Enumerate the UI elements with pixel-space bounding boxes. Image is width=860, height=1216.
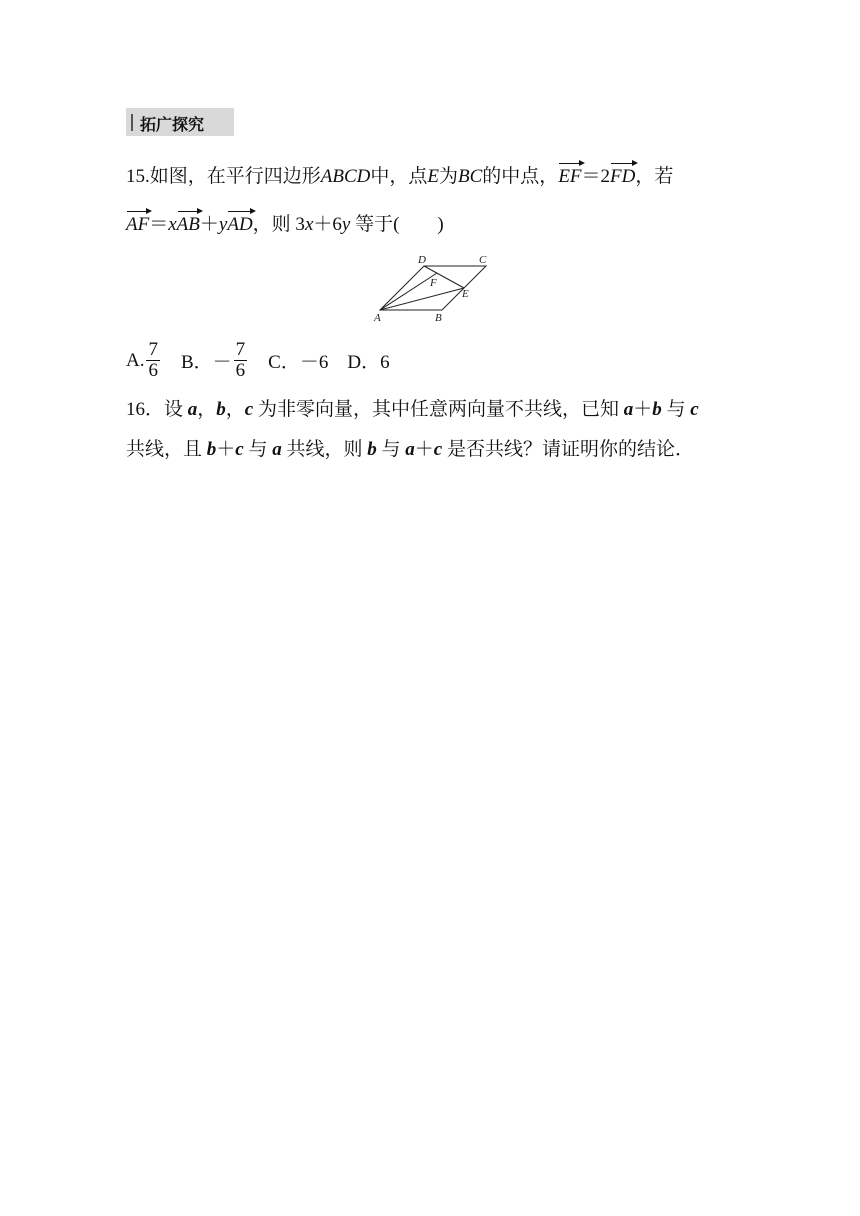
vector-fd: FD [610, 166, 636, 187]
var-x: x [304, 214, 314, 235]
label-a: A [374, 312, 381, 324]
vector-c: c [235, 439, 244, 460]
q15-text: 如图，在平行四边形 [149, 166, 321, 187]
vector-a: a [405, 439, 415, 460]
q15-options [126, 340, 390, 381]
q16-text: 共线，且 [126, 439, 207, 460]
vector-b: b [367, 439, 377, 460]
section-header [126, 108, 234, 136]
fraction-denominator: 6 [148, 360, 158, 381]
vector-af: AF [126, 214, 150, 235]
q16-text: 为非零向量，其中任意两向量不共线，已知 [253, 399, 624, 420]
q15-point-e: E [427, 166, 439, 187]
vector-a: a [272, 439, 282, 460]
vector-a: a [623, 399, 634, 420]
vector-ab: AB [176, 214, 200, 235]
label-d: D [418, 254, 426, 266]
fraction-numerator: 7 [148, 339, 158, 360]
vector-b: b [652, 399, 662, 420]
q15-line-1 [126, 165, 673, 189]
option-c: C．－6 [249, 352, 329, 373]
q15-text: ，则 3 [252, 214, 305, 235]
q16-line-1 [126, 398, 699, 422]
var-y: y [218, 214, 228, 235]
vector-b: b [216, 399, 226, 420]
segment-ae [380, 288, 464, 310]
vector-c: c [244, 399, 254, 420]
q16-text: 共线，则 [281, 439, 368, 460]
q16-text: ＋ [414, 439, 434, 460]
fraction-denominator: 6 [235, 360, 246, 381]
vector-b: b [206, 439, 217, 460]
label-e: E [462, 288, 469, 300]
vector-ef: EF [558, 166, 582, 187]
segment-af [380, 273, 437, 310]
label-c: C [479, 254, 487, 266]
var-x: x [168, 214, 177, 235]
q16-text: 16．设 [126, 399, 188, 420]
q15-text: 为 [439, 166, 459, 187]
option-d: D．6 [328, 352, 390, 373]
q15-text: 中，点 [370, 166, 428, 187]
option-b-label: B．－ [161, 352, 232, 373]
vector-ad: AD [227, 214, 253, 235]
q16-text: 与 [376, 439, 406, 460]
section-title: 拓广探究 [140, 115, 205, 134]
parallelogram-figure [372, 250, 502, 324]
q15-text: ＋6 [313, 214, 342, 235]
q16-text: 是否共线？请证明你的结论． [442, 439, 694, 460]
var-y: y [341, 214, 351, 235]
q15-number: 15. [126, 166, 150, 187]
q16-text: 与 [661, 399, 691, 420]
q15-text: 的中点， [482, 166, 559, 187]
q15-line-2 [126, 213, 444, 237]
option-a-fraction [146, 340, 160, 381]
label-b: B [435, 312, 442, 324]
vector-a: a [187, 399, 198, 420]
q16-text: ＋ [633, 399, 653, 420]
q16-text: ＋ [216, 439, 236, 460]
q16-text: 与 [243, 439, 273, 460]
vector-c: c [433, 439, 443, 460]
option-b-fraction [234, 340, 248, 381]
fraction-numerator: 7 [235, 339, 246, 360]
q15-text: ＝2 [581, 166, 611, 187]
q15-text: ＝ [149, 214, 169, 235]
q15-abcd: ABCD [320, 166, 371, 187]
section-header-bar [131, 114, 133, 131]
q15-segment-bc: BC [458, 166, 483, 187]
q16-text: ， [197, 399, 217, 420]
q16-text: ， [225, 399, 245, 420]
vector-c: c [690, 399, 699, 420]
label-f: F [430, 277, 437, 289]
q15-text: ＋ [199, 214, 219, 235]
q15-text: ，若 [635, 166, 674, 187]
option-a-label: A. [126, 349, 145, 371]
q16-line-2 [126, 438, 694, 462]
q15-text: 等于( ) [350, 214, 444, 235]
